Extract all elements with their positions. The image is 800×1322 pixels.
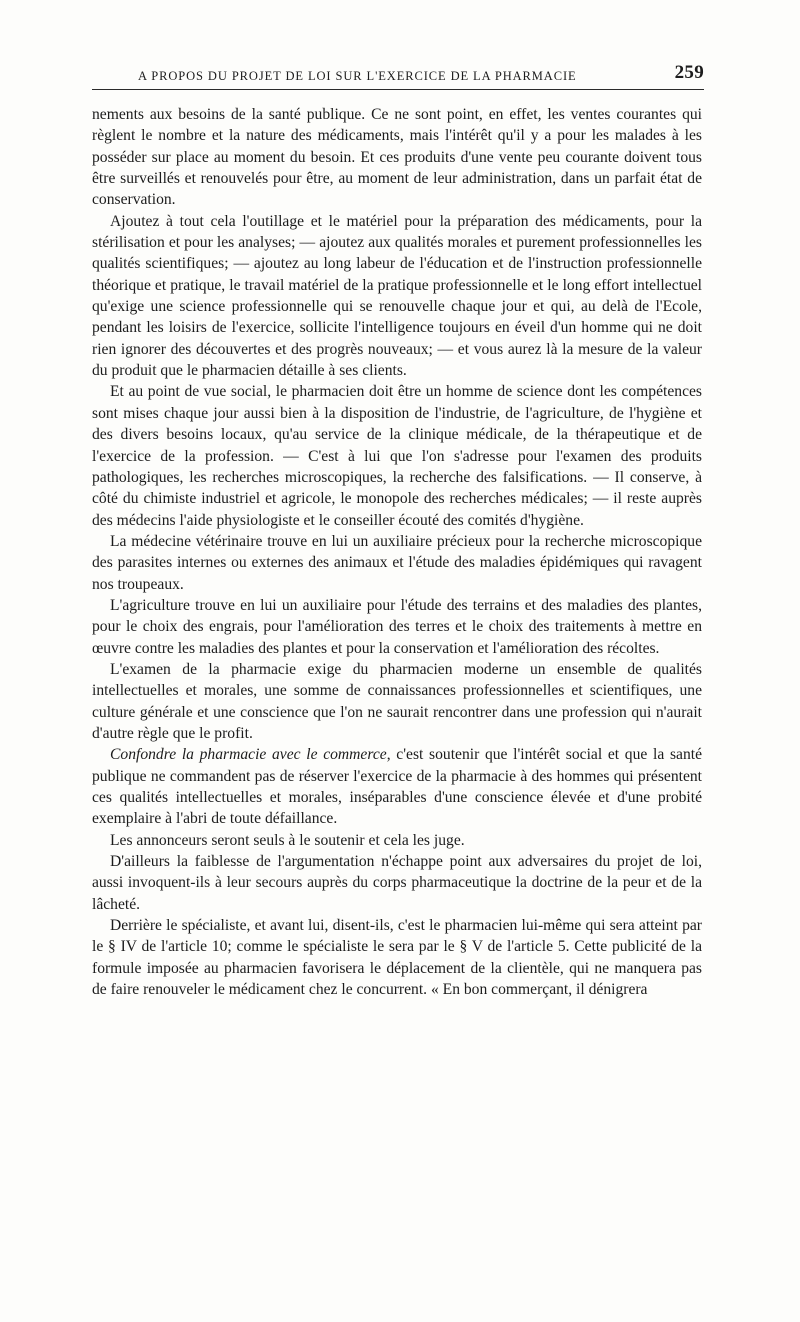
paragraph: Et au point de vue social, le pharmacien doit être un homme de science dont les compétences sont mises chaque jour aussi bien à la disposition de l'industrie, de l'agriculture, de l'hygiène et des divers besoins locaux, qu'au service de la clinique médicale, de la thérapeutique et de l'exercice de la profession. — C'est à lui que l'on s'adresse pour l'examen des produits pathologiques, les recherches microscopiques, la recherche des falsifications. — Il conserve, à côté du chimiste industriel et agricole, le monopole des recherches médicales; — il reste auprès des médecins l'aide physiologiste et le conseiller écouté des comités d'hygiène. bbox=[92, 383, 702, 529]
paragraph: D'ailleurs la faiblesse de l'argumentation n'échappe point aux adversaires du projet de loi, aussi invoquent-ils à leur secours auprès du corps pharmaceutique la doctrine de la peur et de la lâcheté. bbox=[92, 853, 702, 913]
paragraph-rest: , c'est soutenir que l'intérêt social et que la santé publique ne commandent pas de réserver l'exercice de la pharmacie à des hommes qui présentent ces qualités intellectuelles et morales, inséparables d'une conscience élevée et d'une probité exemplaire à l'abri de toute défaillance. bbox=[92, 746, 702, 828]
paragraph-italic-lead bbox=[92, 744, 702, 829]
paragraph-continuation: nements aux besoins de la santé publique. Ce ne sont point, en effet, les ventes courantes qui règlent le nombre et la nature des médicaments, mais l'intérêt qu'il y a pour les malades à les posséder sur place au moment du besoin. Et ces produits d'une vente peu courante doivent tous être surveillés et renouvelés pour être, au moment de leur administration, dans un parfait état de conservation. bbox=[92, 106, 702, 209]
paragraph: L'agriculture trouve en lui un auxiliaire pour l'étude des terrains et des maladies des plantes, pour le choix des engrais, pour l'amélioration des terres et le choix des traitements à mettre en œuvre contre les maladies des plantes et pour la conservation et l'amélioration des récoltes. bbox=[92, 596, 702, 657]
paragraph: Derrière le spécialiste, et avant lui, disent-ils, c'est le pharmacien lui-même qui sera atteint par le § IV de l'article 10; comme le spécialiste le sera par le § V de l'article 5. Cette publicité de la formule imposée au pharmacien favorisera le déplacement de la clientèle, qui ne manquera pas de faire renouveler le médicament chez le concurrent. « En bon commerçant, il dénigrera bbox=[92, 917, 702, 999]
running-header bbox=[92, 54, 704, 84]
page-number: 259 bbox=[674, 62, 704, 83]
italic-phrase: Confondre la pharmacie avec le commerce bbox=[110, 746, 387, 764]
header-rule bbox=[92, 89, 704, 90]
body-text bbox=[92, 104, 702, 1000]
running-title: A PROPOS DU PROJET DE LOI SUR L'EXERCICE DE LA PHARMACIE bbox=[138, 69, 577, 83]
paragraph: Ajoutez à tout cela l'outillage et le matériel pour la préparation des médicaments, pour la stérilisation et pour les analyses; — ajoutez aux qualités morales et purement professionnelles les qualités scientifiques; — ajoutez au long labeur de l'éducation et de l'instruction professionnelle théorique et pratique, le travail matériel de la pratique professionnelle et le long effort intellectuel qu'exige une science professionnelle qui se renouvelle chaque jour et qui, au delà de l'Ecole, pendant les loisirs de l'exercice, sollicite l'intelligence toujours en éveil d'un homme qui ne doit rien ignorer des découvertes et des progrès nouveaux; — et vous aurez là la mesure de la valeur du produit que le pharmacien détaille à ses clients. bbox=[92, 212, 702, 380]
paragraph: L'examen de la pharmacie exige du pharmacien moderne un ensemble de qualités intellectuelles et morales, une somme de connaissances professionnelles et scientifiques, une culture générale et une conscience que l'on ne saurait rencontrer dans une profession qui n'aurait d'autre règle que le profit. bbox=[92, 660, 702, 742]
paragraph: La médecine vétérinaire trouve en lui un auxiliaire précieux pour la recherche microscopique des parasites internes ou externes des animaux et l'étude des maladies épidémiques qui ravagent nos troupeaux. bbox=[92, 532, 702, 593]
paragraph: Les annonceurs seront seuls à le soutenir et cela les juge. bbox=[110, 831, 465, 849]
